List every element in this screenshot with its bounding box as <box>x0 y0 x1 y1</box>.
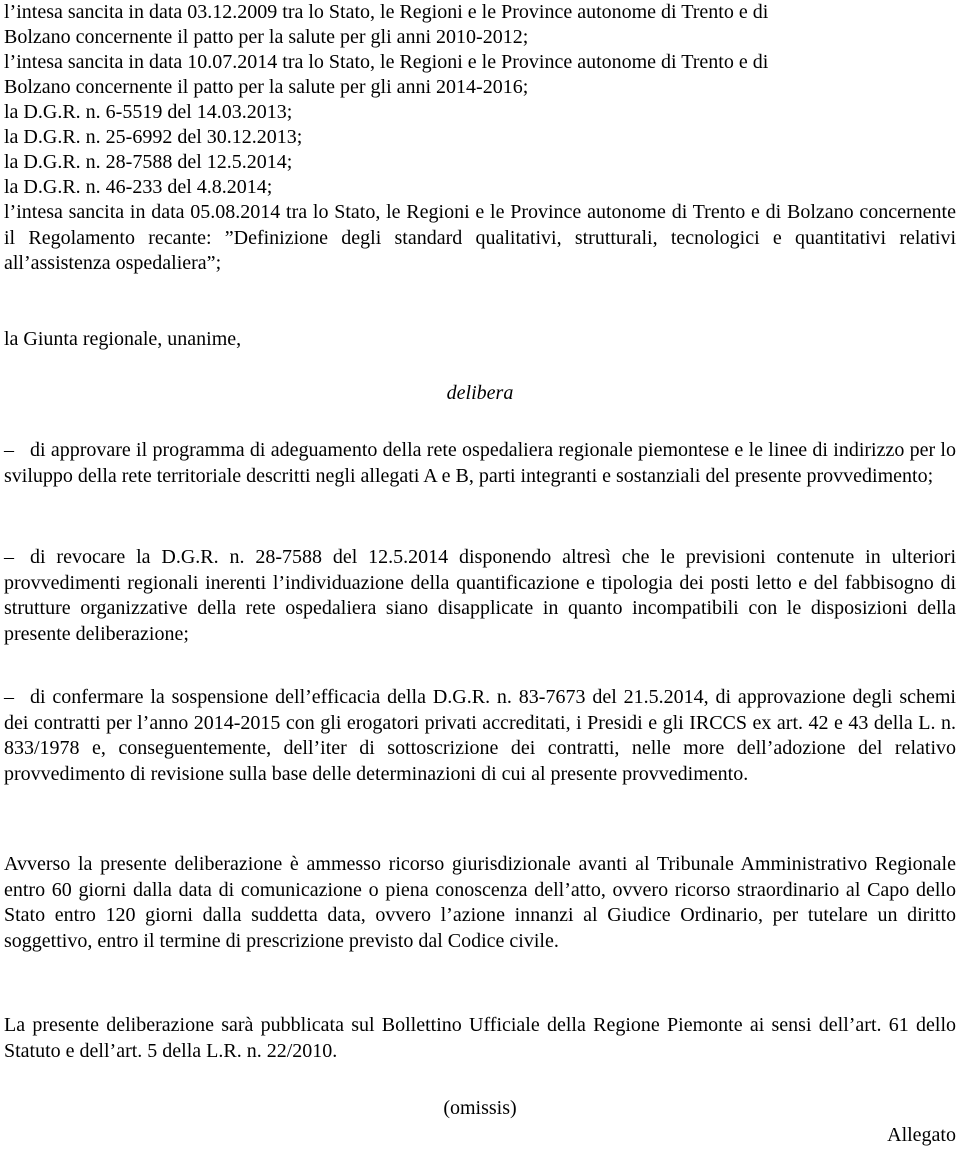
ricorso-paragraph <box>4 852 956 954</box>
preamble-list <box>4 0 956 277</box>
preamble-line: la D.G.R. n. 25-6992 del 30.12.2013; <box>4 126 303 148</box>
bullet-item-revocare <box>4 545 956 647</box>
preamble-line: l’intesa sancita in data 10.07.2014 tra lo Stato, le Regioni e le Province autonome di Trento e di <box>4 51 769 73</box>
bullet-text: di approvare il programma di adeguamento della rete ospedaliera regionale piemontese e le linee di indirizzo per lo sviluppo della rete territoriale descritti negli allegati A e B, parti integranti e sostanziali del presente provvedimento; <box>4 439 956 487</box>
delibera-heading: delibera <box>446 382 514 404</box>
preamble-line: la D.G.R. n. 46-233 del 4.8.2014; <box>4 176 273 198</box>
allegato-label: Allegato <box>887 1124 956 1146</box>
preamble-line: la D.G.R. n. 6-5519 del 14.03.2013; <box>4 101 293 123</box>
preamble-intesa-2014: l’intesa sancita in data 05.08.2014 tra lo Stato, le Regioni e le Province autonome di Trento e di Bolzano concernente il Regolamento recante: ”Definizione degli standard qualitativi, strutturali, tecnologici e quantitativi relativi all’assistenza ospedaliera”; <box>4 201 956 274</box>
dash-marker: – <box>4 686 14 708</box>
bullet-item-confermare <box>4 685 956 787</box>
preamble-line: Bolzano concernente il patto per la salute per gli anni 2010-2012; <box>4 26 529 48</box>
ricorso-text: Avverso la presente deliberazione è ammesso ricorso giurisdizionale avanti al Tribunale Amministrativo Regionale entro 60 giorni dalla data di comunicazione o piena conoscenza dell’atto, ovvero ricorso straordinario al Capo dello Stato entro 120 giorni dalla suddetta data, ovvero l’azione innanzi al Giudice Ordinario, per tutelare un diritto soggettivo, entro il termine di prescrizione previsto dal Codice civile. <box>4 853 956 952</box>
preamble-line: Bolzano concernente il patto per la salute per gli anni 2014-2016; <box>4 76 529 98</box>
dash-marker: – <box>4 546 14 568</box>
preamble-line: la D.G.R. n. 28-7588 del 12.5.2014; <box>4 151 293 173</box>
bullet-item-approvare <box>4 438 956 489</box>
preamble-line: l’intesa sancita in data 03.12.2009 tra lo Stato, le Regioni e le Province autonome di Trento e di <box>4 1 769 23</box>
bullet-text: di confermare la sospensione dell’efficacia della D.G.R. n. 83-7673 del 21.5.2014, di approvazione degli schemi dei contratti per l’anno 2014-2015 con gli erogatori privati accreditati, i Presidi e gli IRCCS ex art. 42 e 43 della L. n. 833/1978 e, conseguentemente, dell’iter di sottoscrizione dei contratti, nelle more dell’adozione del relativo provvedimento di revisione sulla base delle determinazioni di cui al presente provvedimento. <box>4 686 956 785</box>
giunta-line: la Giunta regionale, unanime, <box>4 328 242 350</box>
pubblicazione-paragraph <box>4 1013 956 1064</box>
omissis-label: (omissis) <box>443 1097 517 1119</box>
pubblicazione-text: La presente deliberazione sarà pubblicata sul Bollettino Ufficiale della Regione Piemonte ai sensi dell’art. 61 dello Statuto e dell’art. 5 della L.R. n. 22/2010. <box>4 1014 956 1062</box>
dash-marker: – <box>4 439 14 461</box>
bullet-text: di revocare la D.G.R. n. 28-7588 del 12.5.2014 disponendo altresì che le previsioni contenute in ulteriori provvedimenti regionali inerenti l’individuazione della quantificazione e tipologia dei posti letto e del fabbisogno di strutture organizzative della rete ospedaliera siano disapplicate in quanto incompatibili con le disposizioni della presente deliberazione; <box>4 546 956 645</box>
